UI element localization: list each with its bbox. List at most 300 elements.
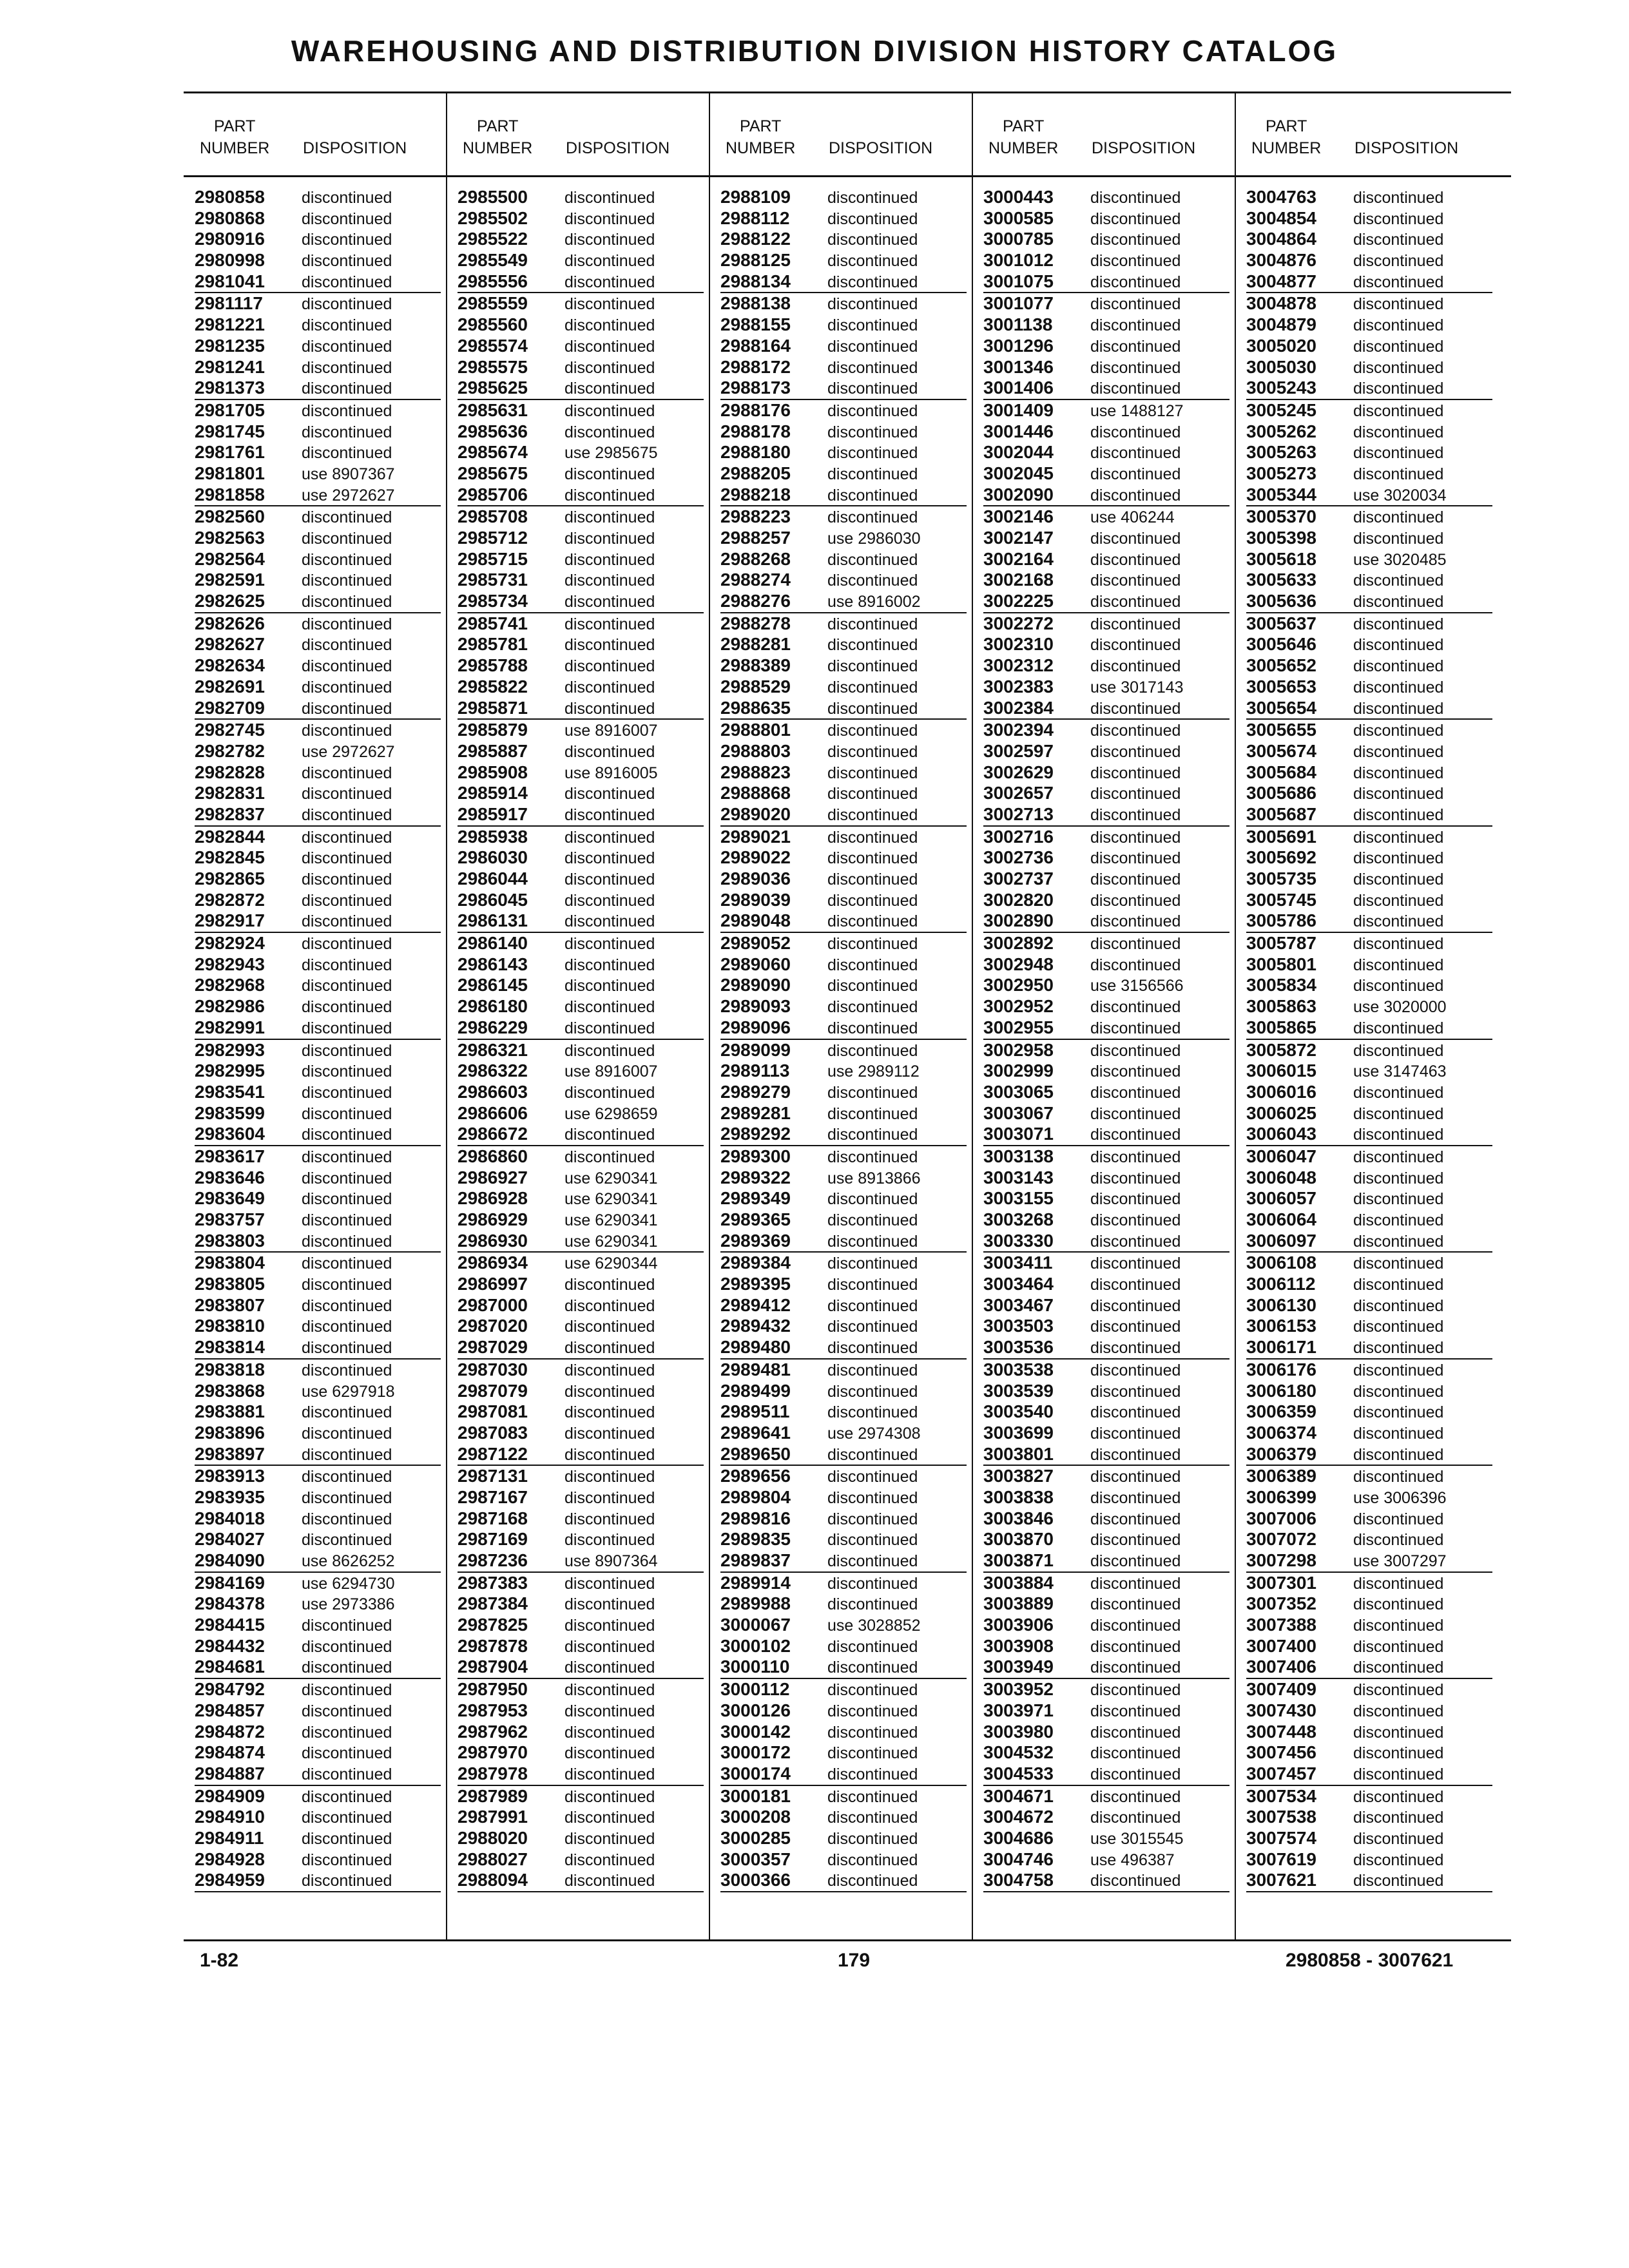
disposition: discontinued — [1353, 1126, 1444, 1144]
disposition: discontinued — [564, 1531, 655, 1550]
table-row — [1246, 1209, 1492, 1231]
table-row — [983, 1103, 1229, 1124]
part-number: 3006180 — [1246, 1380, 1317, 1401]
disposition: discontinued — [564, 699, 655, 718]
table-row — [720, 954, 967, 975]
part-number: 2987168 — [458, 1508, 528, 1528]
table-row — [720, 1316, 967, 1337]
part-number: 2989020 — [720, 803, 791, 824]
disposition: discontinued — [302, 1829, 392, 1848]
table-row — [458, 1295, 704, 1316]
disposition: discontinued — [302, 785, 392, 803]
part-number: 2989036 — [720, 869, 791, 889]
table-row — [983, 1657, 1229, 1679]
table-row — [1246, 1573, 1492, 1594]
table-row — [458, 1550, 704, 1573]
table-row — [720, 229, 967, 250]
part-number: 3005263 — [1246, 442, 1317, 463]
table-row — [1246, 1040, 1492, 1061]
table-row — [720, 314, 967, 336]
table-row — [195, 271, 441, 294]
column-divider — [446, 91, 447, 1941]
part-number: 3000102 — [720, 1635, 791, 1656]
part-number: 3003065 — [983, 1081, 1054, 1102]
part-number: 3003870 — [983, 1529, 1054, 1550]
part-number: 3003952 — [983, 1679, 1054, 1700]
table-row — [458, 293, 704, 314]
part-number: 2983807 — [195, 1294, 265, 1315]
disposition: use 2973386 — [302, 1595, 395, 1614]
part-number: 3007619 — [1246, 1849, 1317, 1869]
disposition: discontinued — [827, 1765, 918, 1783]
disposition: discontinued — [1353, 742, 1444, 761]
table-row — [720, 1870, 967, 1892]
header-part: PART — [1003, 117, 1045, 135]
part-number: 3005686 — [1246, 783, 1317, 803]
part-number: 2984018 — [195, 1508, 265, 1528]
table-row — [1246, 1828, 1492, 1849]
table-row — [1246, 1231, 1492, 1253]
table-row — [458, 1573, 704, 1594]
part-number: 3005243 — [1246, 378, 1317, 398]
disposition: discontinued — [302, 891, 392, 910]
table-row — [983, 421, 1229, 443]
part-number: 2983935 — [195, 1486, 265, 1507]
footer-left: 1-82 — [200, 1950, 239, 1971]
table-row — [720, 677, 967, 698]
part-number: 3002736 — [983, 847, 1054, 868]
table-row — [720, 847, 967, 869]
part-number: 2982634 — [195, 655, 265, 676]
part-number: 2986603 — [458, 1081, 528, 1102]
disposition: use 6297918 — [302, 1382, 395, 1401]
disposition: discontinued — [564, 998, 655, 1017]
part-number: 3007456 — [1246, 1742, 1317, 1763]
table-row — [1246, 1870, 1492, 1892]
table-row — [195, 1337, 441, 1360]
disposition: discontinued — [302, 295, 392, 314]
table-row — [720, 463, 967, 485]
part-number: 3005653 — [1246, 676, 1317, 697]
disposition: discontinued — [302, 252, 392, 271]
table-row — [1246, 1360, 1492, 1381]
table-row — [195, 869, 441, 890]
part-number: 2982745 — [195, 720, 265, 740]
disposition: discontinued — [564, 1681, 655, 1700]
part-number: 3003827 — [983, 1466, 1054, 1486]
part-number: 2989365 — [720, 1209, 791, 1229]
table-row — [983, 485, 1229, 507]
disposition: discontinued — [302, 1083, 392, 1102]
part-number: 2989052 — [720, 933, 791, 954]
disposition: use 406244 — [1090, 508, 1175, 527]
disposition: use 3006396 — [1353, 1488, 1447, 1507]
part-number: 2987991 — [458, 1807, 528, 1827]
table-row — [720, 293, 967, 314]
disposition: discontinued — [1353, 1595, 1444, 1614]
table-row — [720, 613, 967, 635]
table-row — [983, 1401, 1229, 1423]
part-number: 3005344 — [1246, 484, 1317, 505]
disposition: discontinued — [827, 295, 918, 314]
table-row — [195, 996, 441, 1017]
table-row — [720, 1593, 967, 1615]
part-number: 3003908 — [983, 1635, 1054, 1656]
part-number: 2983649 — [195, 1188, 265, 1209]
part-number: 2989093 — [720, 996, 791, 1017]
disposition: discontinued — [1090, 380, 1181, 398]
part-number: 3002597 — [983, 740, 1054, 761]
disposition: discontinued — [564, 1872, 655, 1890]
disposition: discontinued — [827, 1254, 918, 1273]
part-number: 3007301 — [1246, 1572, 1317, 1593]
table-row — [720, 208, 967, 229]
table-row — [458, 1466, 704, 1487]
table-row — [458, 442, 704, 463]
part-number: 3002950 — [983, 975, 1054, 995]
part-number: 2987131 — [458, 1466, 528, 1486]
disposition: discontinued — [1353, 1872, 1444, 1890]
disposition: discontinued — [564, 593, 655, 611]
table-row — [458, 1360, 704, 1381]
table-row — [195, 1722, 441, 1743]
part-number: 3002890 — [983, 910, 1054, 931]
part-number: 2989835 — [720, 1529, 791, 1550]
disposition: discontinued — [1090, 1361, 1181, 1379]
disposition: discontinued — [827, 657, 918, 676]
disposition: discontinued — [302, 956, 392, 974]
disposition: discontinued — [827, 1681, 918, 1700]
disposition: discontinued — [564, 849, 655, 868]
header-number: NUMBER — [200, 139, 270, 157]
disposition: discontinued — [564, 1276, 655, 1294]
disposition: discontinued — [564, 1658, 655, 1677]
table-row — [195, 933, 441, 954]
part-number: 2982782 — [195, 740, 265, 761]
table-row — [458, 1274, 704, 1295]
table-row — [983, 1550, 1229, 1573]
part-number: 2988274 — [720, 570, 791, 590]
table-row — [195, 1849, 441, 1870]
disposition: discontinued — [1353, 1702, 1444, 1720]
disposition: discontinued — [827, 401, 918, 420]
disposition: discontinued — [1090, 1083, 1181, 1102]
disposition: discontinued — [564, 1318, 655, 1336]
part-number: 2985938 — [458, 826, 528, 847]
table-row — [1246, 570, 1492, 591]
part-number: 2984169 — [195, 1572, 265, 1593]
table-row — [458, 613, 704, 635]
disposition: discontinued — [302, 1232, 392, 1251]
part-number: 2986997 — [458, 1274, 528, 1294]
disposition: discontinued — [564, 316, 655, 335]
part-number: 3007352 — [1246, 1593, 1317, 1614]
part-number: 3005692 — [1246, 847, 1317, 868]
table-row — [1246, 1679, 1492, 1700]
disposition: discontinued — [1090, 252, 1181, 271]
part-number: 2989499 — [720, 1380, 791, 1401]
table-row — [458, 1444, 704, 1466]
part-number: 2986321 — [458, 1039, 528, 1060]
table-row — [1246, 613, 1492, 635]
part-number: 3001012 — [983, 250, 1054, 271]
table-row — [720, 827, 967, 848]
table-row — [458, 1401, 704, 1423]
part-number: 3005863 — [1246, 996, 1317, 1017]
disposition: discontinued — [1353, 337, 1444, 356]
part-number: 3007400 — [1246, 1635, 1317, 1656]
table-row — [983, 1763, 1229, 1786]
table-row — [1246, 591, 1492, 613]
part-number: 3003536 — [983, 1337, 1054, 1358]
table-row — [1246, 1401, 1492, 1423]
disposition: discontinued — [1353, 1190, 1444, 1209]
table-row — [195, 1061, 441, 1082]
part-number: 3002168 — [983, 570, 1054, 590]
disposition: discontinued — [302, 189, 392, 207]
disposition: discontinued — [564, 1126, 655, 1144]
catalog-rows — [720, 187, 967, 1892]
table-row — [983, 1444, 1229, 1466]
part-number: 3007621 — [1246, 1870, 1317, 1890]
part-number: 3003071 — [983, 1124, 1054, 1144]
table-row — [1246, 1124, 1492, 1146]
table-row — [720, 549, 967, 570]
part-number: 2985734 — [458, 591, 528, 611]
part-number: 2982844 — [195, 826, 265, 847]
table-row — [720, 1444, 967, 1466]
table-row — [195, 187, 441, 208]
disposition: discontinued — [1090, 444, 1181, 463]
table-row — [720, 400, 967, 421]
header-disposition: DISPOSITION — [1092, 139, 1196, 157]
table-row — [983, 208, 1229, 229]
table-row — [983, 1360, 1229, 1381]
table-row — [720, 1188, 967, 1209]
table-row — [458, 549, 704, 570]
part-number: 2988205 — [720, 463, 791, 483]
disposition: discontinued — [564, 1595, 655, 1614]
table-row — [1246, 1061, 1492, 1082]
table-row — [1246, 187, 1492, 208]
part-number: 2983868 — [195, 1380, 265, 1401]
table-row — [983, 1274, 1229, 1295]
table-row — [458, 1316, 704, 1337]
disposition: discontinued — [564, 423, 655, 441]
disposition: discontinued — [1090, 998, 1181, 1017]
disposition: discontinued — [1353, 1658, 1444, 1677]
part-number: 3000357 — [720, 1849, 791, 1869]
disposition: use 2972627 — [302, 742, 395, 761]
disposition: discontinued — [564, 956, 655, 974]
table-row — [1246, 1487, 1492, 1508]
disposition: discontinued — [1090, 935, 1181, 954]
disposition: discontinued — [564, 1488, 655, 1507]
disposition: discontinued — [827, 1787, 918, 1806]
table-row — [195, 421, 441, 443]
disposition: discontinued — [1353, 1339, 1444, 1358]
disposition: discontinued — [564, 1787, 655, 1806]
table-row — [983, 1423, 1229, 1444]
disposition: discontinued — [302, 508, 392, 527]
table-row — [195, 1423, 441, 1444]
disposition: discontinued — [302, 998, 392, 1017]
table-row — [458, 1807, 704, 1828]
part-number: 3001077 — [983, 293, 1054, 314]
part-number: 3007072 — [1246, 1529, 1317, 1550]
table-row — [1246, 1593, 1492, 1615]
part-number: 2982845 — [195, 847, 265, 868]
table-row — [458, 869, 704, 890]
disposition: discontinued — [827, 1552, 918, 1570]
part-number: 3001296 — [983, 335, 1054, 356]
disposition: discontinued — [827, 1232, 918, 1251]
part-number: 3003464 — [983, 1274, 1054, 1294]
part-number: 2983604 — [195, 1124, 265, 1144]
part-number: 2983541 — [195, 1081, 265, 1102]
part-number: 2983913 — [195, 1466, 265, 1486]
table-row — [1246, 1253, 1492, 1274]
part-number: 3005684 — [1246, 762, 1317, 782]
part-number: 3006108 — [1246, 1253, 1317, 1273]
disposition: discontinued — [302, 209, 392, 228]
part-number: 2982626 — [195, 613, 265, 633]
table-row — [1246, 421, 1492, 443]
table-row — [458, 314, 704, 336]
table-row — [720, 1466, 967, 1487]
part-number: 2988176 — [720, 399, 791, 420]
table-row — [1246, 1807, 1492, 1828]
part-number: 2983757 — [195, 1209, 265, 1229]
disposition: discontinued — [1090, 870, 1181, 889]
table-row — [195, 1763, 441, 1786]
table-row — [983, 1188, 1229, 1209]
part-number: 2987953 — [458, 1700, 528, 1720]
disposition: discontinued — [1353, 358, 1444, 377]
table-row — [458, 975, 704, 996]
header-part: PART — [1266, 117, 1307, 135]
part-number: 2986606 — [458, 1102, 528, 1123]
table-row — [195, 1573, 441, 1594]
table-row — [1246, 783, 1492, 804]
table-row — [1246, 400, 1492, 421]
part-number: 3002312 — [983, 655, 1054, 676]
table-row — [720, 271, 967, 294]
disposition: use 3020000 — [1353, 998, 1447, 1017]
part-number: 2984872 — [195, 1721, 265, 1742]
table-row — [1246, 1103, 1492, 1124]
part-number: 2989099 — [720, 1039, 791, 1060]
table-row — [983, 698, 1229, 720]
disposition: discontinued — [564, 785, 655, 803]
table-row — [983, 869, 1229, 890]
part-number: 2989481 — [720, 1359, 791, 1379]
part-number: 2988112 — [720, 207, 790, 228]
part-number: 3002384 — [983, 697, 1054, 718]
disposition: discontinued — [1090, 699, 1181, 718]
disposition: discontinued — [564, 1850, 655, 1869]
disposition: discontinued — [827, 465, 918, 483]
part-number: 2986672 — [458, 1124, 528, 1144]
part-number: 3001346 — [983, 356, 1054, 377]
part-number: 3000126 — [720, 1700, 791, 1720]
disposition: discontinued — [564, 358, 655, 377]
table-row — [983, 762, 1229, 783]
table-row — [983, 1742, 1229, 1763]
table-row — [1246, 549, 1492, 570]
table-row — [720, 1360, 967, 1381]
disposition: discontinued — [827, 1658, 918, 1677]
part-number: 3007538 — [1246, 1807, 1317, 1827]
table-row — [458, 1017, 704, 1040]
table-row — [983, 1508, 1229, 1530]
part-number: 3006064 — [1246, 1209, 1317, 1229]
disposition: use 8916007 — [564, 1062, 658, 1081]
part-number: 2989060 — [720, 954, 791, 974]
disposition: discontinued — [1090, 1702, 1181, 1720]
disposition: discontinued — [302, 722, 392, 740]
table-row — [1246, 910, 1492, 933]
disposition: discontinued — [564, 1339, 655, 1358]
table-row — [458, 954, 704, 975]
table-row — [195, 378, 441, 400]
disposition: discontinued — [1090, 615, 1181, 633]
disposition: discontinued — [302, 1468, 392, 1486]
disposition: discontinued — [564, 1617, 655, 1635]
table-row — [195, 1168, 441, 1189]
disposition: discontinued — [1090, 1787, 1181, 1806]
part-number: 2985559 — [458, 293, 528, 314]
disposition: discontinued — [827, 785, 918, 803]
part-number: 2984887 — [195, 1763, 265, 1783]
part-number: 3002948 — [983, 954, 1054, 974]
disposition: discontinued — [827, 1148, 918, 1166]
table-row — [1246, 506, 1492, 528]
table-row — [1246, 954, 1492, 975]
part-number: 3007409 — [1246, 1679, 1317, 1700]
table-row — [983, 1700, 1229, 1722]
disposition: discontinued — [564, 231, 655, 249]
disposition: discontinued — [827, 1403, 918, 1422]
disposition: discontinued — [1353, 1787, 1444, 1806]
table-row — [720, 1423, 967, 1444]
part-number: 2982943 — [195, 954, 265, 974]
part-number: 2987236 — [458, 1550, 528, 1570]
disposition: discontinued — [1353, 1211, 1444, 1229]
disposition: discontinued — [1353, 1019, 1444, 1037]
part-number: 2981761 — [195, 442, 265, 463]
disposition: discontinued — [827, 1872, 918, 1890]
disposition: discontinued — [1090, 1403, 1181, 1422]
disposition: discontinued — [1353, 1041, 1444, 1060]
part-number: 3007406 — [1246, 1657, 1317, 1677]
disposition: discontinued — [827, 1318, 918, 1336]
part-number: 3004876 — [1246, 250, 1317, 271]
catalog-column — [1240, 91, 1498, 1941]
disposition: use 6290341 — [564, 1232, 658, 1251]
part-number: 2989432 — [720, 1316, 791, 1336]
part-number: 2987950 — [458, 1679, 528, 1700]
table-row — [195, 208, 441, 229]
disposition: discontinued — [827, 508, 918, 527]
part-number: 3002955 — [983, 1017, 1054, 1037]
part-number: 2984911 — [195, 1827, 264, 1848]
part-number: 3004532 — [983, 1742, 1054, 1763]
disposition: discontinued — [1353, 870, 1444, 889]
part-number: 2981373 — [195, 378, 265, 398]
table-row — [195, 741, 441, 762]
disposition: use 6290341 — [564, 1211, 658, 1229]
